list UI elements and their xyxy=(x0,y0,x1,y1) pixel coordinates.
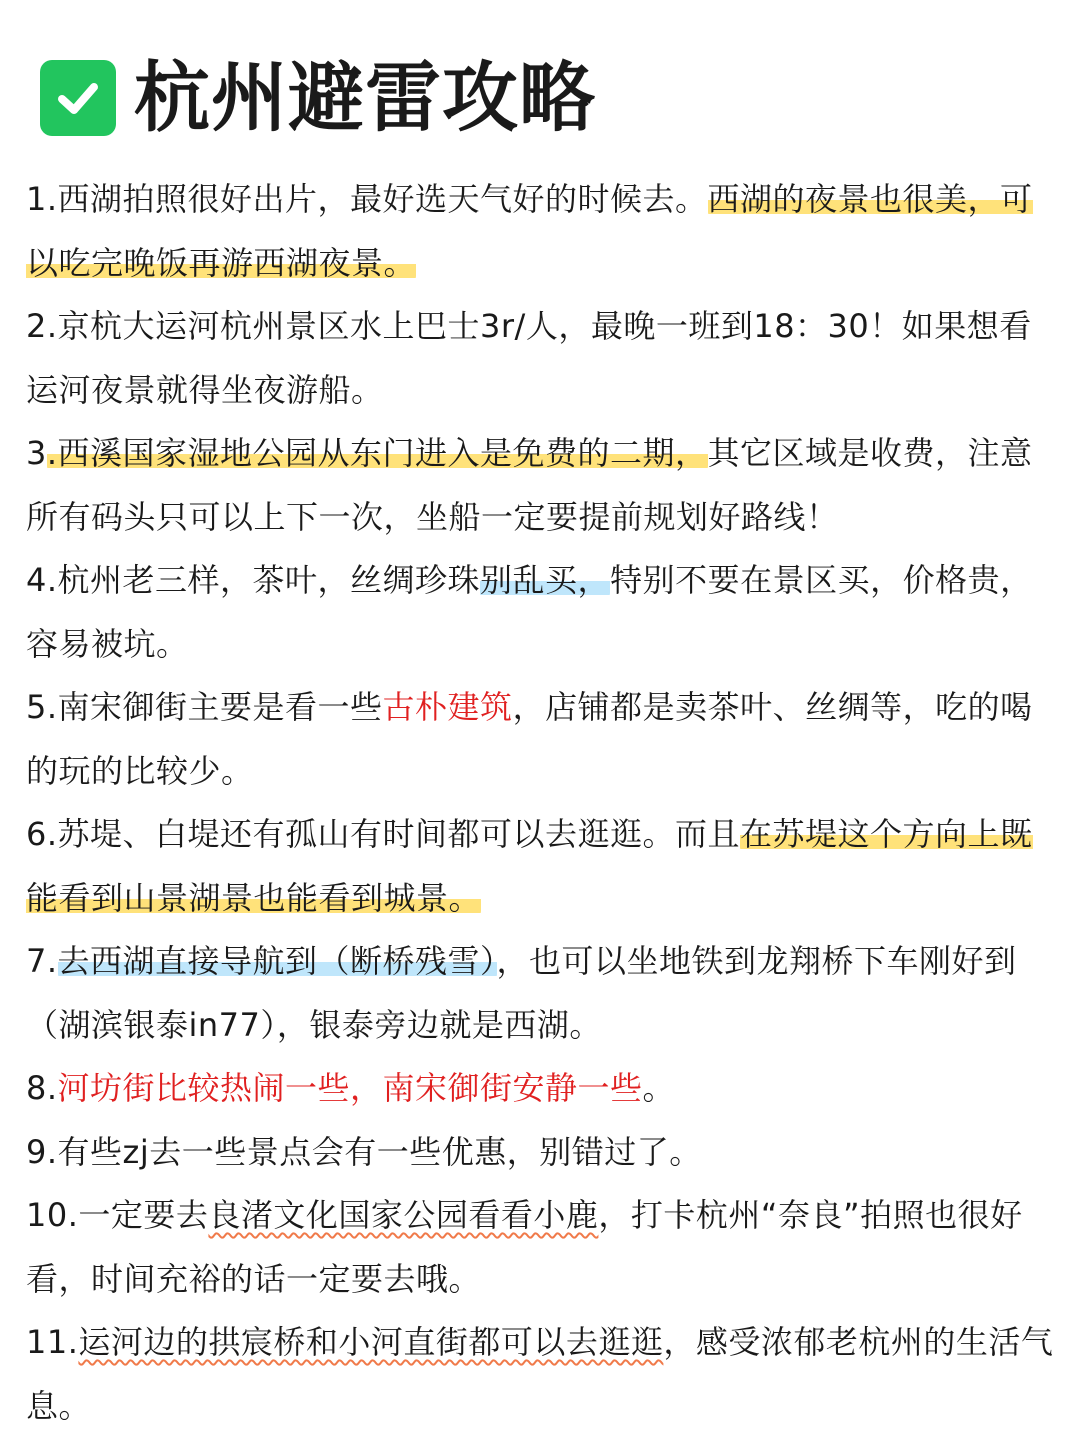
tips-list xyxy=(26,168,1058,1438)
tip-item-4 xyxy=(26,549,1058,676)
tip-item-10 xyxy=(26,1184,1058,1311)
tip-text: 特别不要在景区买，价格贵，容易被坑。 xyxy=(26,561,1033,663)
red-text: 河坊街比较热闹一些，南宋御街安静一些 xyxy=(57,1069,643,1107)
highlighted-text: 去西湖直接导航到（断桥残雪） xyxy=(57,942,497,980)
tip-text: ，也可以坐地铁到龙翔桥下车刚好到（湖滨银泰in77），银泰旁边就是西湖。 xyxy=(26,942,1017,1044)
wavy-underlined-text: 运河边的拱宸桥和小河直街都可以去逛逛 xyxy=(78,1323,664,1361)
tip-item-2 xyxy=(26,295,1058,422)
tip-text: 5.南宋御街主要是看一些 xyxy=(26,688,383,726)
header xyxy=(40,52,596,144)
tip-number: 11. xyxy=(26,1323,79,1361)
highlighted-text: 在苏堤这个方向上既能看到山景湖景也能看到城景。 xyxy=(26,815,1033,917)
highlighted-text: 别乱买， xyxy=(480,561,611,599)
tip-text: 2.京杭大运河杭州景区水上巴士3r/人，最晚一班到18：30！如果想看运河夜景就得坐夜游船。 xyxy=(26,307,1032,409)
tip-item-9 xyxy=(26,1121,1058,1185)
tip-item-7 xyxy=(26,930,1058,1057)
tip-text: 9.有些zj去一些景点会有一些优惠，别错过了。 xyxy=(26,1132,702,1171)
tip-text: 。 xyxy=(642,1069,676,1107)
tip-text: 10.一定要去 xyxy=(26,1196,209,1234)
tip-item-8 xyxy=(26,1057,1058,1121)
tip-number: 7. xyxy=(26,942,58,980)
check-square-icon xyxy=(40,60,116,136)
tip-item-5 xyxy=(26,676,1058,803)
highlighted-text: 西湖的夜景也很美，可以吃完晚饭再游西湖夜景。 xyxy=(26,180,1033,282)
tip-item-6 xyxy=(26,803,1058,930)
tip-item-11 xyxy=(26,1311,1058,1438)
tip-text: 4.杭州老三样，茶叶，丝绸珍珠 xyxy=(26,561,481,599)
tip-number: 8. xyxy=(26,1069,58,1107)
tip-text: ，店铺都是卖茶叶、丝绸等，吃的喝的玩的比较少。 xyxy=(26,688,1033,790)
tip-number: 3 xyxy=(26,434,47,472)
tip-text: 其它区域是收费，注意所有码头只可以上下一次，坐船一定要提前规划好路线！ xyxy=(26,434,1033,536)
page-title: 杭州避雷攻略 xyxy=(134,53,596,142)
tip-text: 1.西湖拍照很好出片，最好选天气好的时候去。 xyxy=(26,180,708,218)
wavy-underlined-text: 良渚文化国家公园看看小鹿 xyxy=(208,1196,599,1234)
tip-item-3 xyxy=(26,422,1058,549)
tip-text: 6.苏堤、白堤还有孤山有时间都可以去逛逛。而且 xyxy=(26,815,741,853)
highlighted-text: .西溪国家湿地公园从东门进入是免费的二期， xyxy=(46,434,708,472)
tip-text: ，感受浓郁老杭州的生活气息。 xyxy=(26,1323,1054,1425)
tip-item-1 xyxy=(26,168,1058,295)
tip-text: ，打卡杭州“奈良”拍照也很好看，时间充裕的话一定要去哦。 xyxy=(26,1196,1023,1298)
red-text: 古朴建筑 xyxy=(382,688,513,726)
